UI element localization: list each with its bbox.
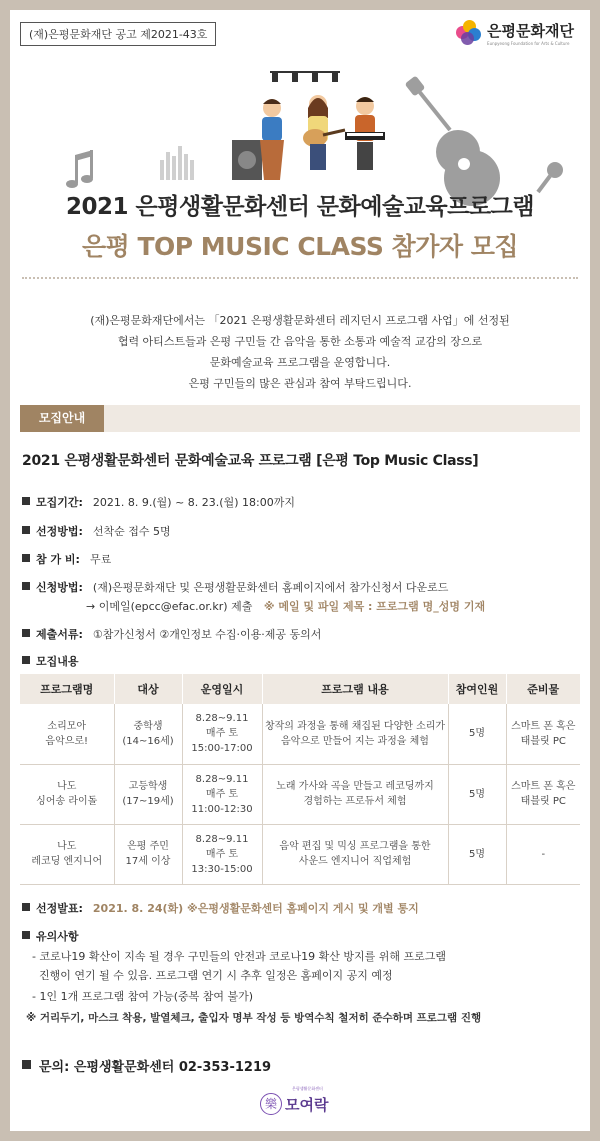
center-logo-text: 모여락 <box>285 1095 329 1114</box>
title-line-1: 2021 은평생활문화센터 문화예술교육프로그램 <box>66 194 534 220</box>
table-header: 준비물 <box>506 674 580 704</box>
info-label: 참 가 비: <box>36 553 80 566</box>
bullet-square-icon <box>22 526 30 534</box>
cell-count: 5명 <box>448 764 506 824</box>
info-period <box>22 494 295 510</box>
bullet-square-icon <box>22 931 30 939</box>
intro-line: 은평 구민들의 많은 관심과 참여 부탁드립니다. <box>188 377 412 390</box>
info-value: 2021. 8. 9.(월) ~ 8. 23.(월) 18:00까지 <box>92 496 295 509</box>
bullet-square-icon <box>22 497 30 505</box>
intro-line: (재)은평문화재단에서는 「2021 은평생활문화센터 레지던시 프로그램 사업」에 선정된 <box>90 314 510 327</box>
caution-line: - 코로나19 확산이 지속 될 경우 구민들의 안전과 코로나19 확산 방지를 위해 프로그램 <box>32 950 446 963</box>
cell-count: 5명 <box>448 824 506 884</box>
foundation-logo <box>456 20 574 46</box>
cell-content: 노래 가사와 곡을 만들고 레코딩까지 경험하는 프로듀서 체험 <box>262 764 448 824</box>
table-header: 프로그램 내용 <box>262 674 448 704</box>
info-content <box>22 653 89 669</box>
announce-label: 선정발표: <box>36 902 83 915</box>
bullet-square-icon <box>22 1060 31 1069</box>
contact-info <box>22 1056 271 1075</box>
contact-text: 문의: 은평생활문화센터 02-353-1219 <box>39 1060 272 1075</box>
cell-program-name: 나도 레코딩 엔지니어 <box>20 824 114 884</box>
info-docs <box>22 626 321 642</box>
info-value: ①참가신청서 ②개인정보 수집·이용·제공 동의서 <box>92 628 322 641</box>
info-fee <box>22 551 111 567</box>
info-label: 모집기간: <box>36 496 83 509</box>
caution-highlight: ※ 거리두기, 마스크 착용, 발열체크, 출입자 명부 작성 등 방역수칙 철저히 준수하며 프로그램 진행 <box>26 1012 482 1024</box>
dotted-divider <box>22 277 578 279</box>
info-label: 모집내용 <box>36 655 79 668</box>
info-label: 선정방법: <box>36 525 83 538</box>
caution-heading <box>22 928 89 944</box>
cell-prep: - <box>506 824 580 884</box>
cell-count: 5명 <box>448 704 506 764</box>
caution-label: 유의사항 <box>36 930 79 943</box>
section-label: 모집안내 <box>20 405 104 432</box>
cell-time: 8.28~9.11 매주 토 15:00-17:00 <box>182 704 262 764</box>
cell-target: 중학생 (14~16세) <box>114 704 182 764</box>
cell-content: 음악 편집 및 믹싱 프로그램을 통한 사운드 엔지니어 직업체험 <box>262 824 448 884</box>
section-header <box>20 405 580 432</box>
info-label: 제출서류: <box>36 628 83 641</box>
table-header: 참여인원 <box>448 674 506 704</box>
cell-program-name: 소리모아 음악으로! <box>20 704 114 764</box>
program-title: 2021 은평생활문화센터 문화예술교육 프로그램 [은평 Top Music Class] <box>22 453 479 469</box>
notice-number: (재)은평문화재단 공고 제2021-43호 <box>20 22 216 46</box>
guitar-icon <box>405 75 500 206</box>
bullet-square-icon <box>22 629 30 637</box>
cell-program-name: 나도 싱어송 라이돌 <box>20 764 114 824</box>
info-label: 신청방법: <box>36 581 83 594</box>
bullet-square-icon <box>22 554 30 562</box>
cell-target: 고등학생 (17~19세) <box>114 764 182 824</box>
logo-subtitle: Eunpyeong Foundation for Arts & Culture <box>487 41 570 46</box>
caution-line: 진행이 연기 될 수 있음. 프로그램 연기 시 추후 일정은 홈페이지 공지 예정 <box>32 969 393 982</box>
bullet-square-icon <box>22 582 30 590</box>
intro-line: 협력 아티스트들과 은평 구민들 간 음악을 통한 소통과 예술적 교감의 장으로 <box>117 335 483 348</box>
music-note-icon <box>66 150 93 188</box>
info-method <box>22 523 171 539</box>
table-row <box>20 764 580 824</box>
cell-time: 8.28~9.11 매주 토 11:00-12:30 <box>182 764 262 824</box>
cell-prep: 스마트 폰 혹은 태블릿 PC <box>506 704 580 764</box>
apply-note: ※ 메일 및 파일 제목 : 프로그램 명_성명 기재 <box>263 600 486 613</box>
bullet-square-icon <box>22 656 30 664</box>
bullet-square-icon <box>22 903 30 911</box>
foundation-logo-icon <box>456 20 482 46</box>
cell-content: 창작의 과정을 통해 채집된 다양한 소리가 음악으로 만들어 지는 과정을 체험 <box>262 704 448 764</box>
center-logo <box>260 1086 329 1115</box>
program-table <box>20 674 580 885</box>
info-apply-email <box>86 598 485 614</box>
center-logo-subtitle: 은평생활문화센터 <box>292 1086 323 1091</box>
title-line-2: 은평 TOP MUSIC CLASS 참가자 모집 <box>81 232 519 261</box>
table-header: 프로그램명 <box>20 674 114 704</box>
music-character-icon: 樂 <box>260 1093 282 1115</box>
cell-time: 8.28~9.11 매주 토 13:30-15:00 <box>182 824 262 884</box>
logo-name: 은평문화재단 <box>487 22 574 40</box>
table-row <box>20 704 580 764</box>
info-value: 선착순 접수 5명 <box>92 525 171 538</box>
announce-value: 2021. 8. 24(화) ※은평생활문화센터 홈페이지 게시 및 개별 통지 <box>92 902 419 915</box>
table-header: 운영일시 <box>182 674 262 704</box>
announce <box>22 900 419 916</box>
caution-line: - 1인 1개 프로그램 참여 가능(중복 참여 불가) <box>32 990 254 1003</box>
cell-prep: 스마트 폰 혹은 태블릿 PC <box>506 764 580 824</box>
table-header: 대상 <box>114 674 182 704</box>
poster <box>10 10 590 1131</box>
table-row <box>20 824 580 884</box>
intro-line: 문화예술교육 프로그램을 운영합니다. <box>209 356 391 369</box>
info-apply <box>22 579 448 595</box>
info-value: → 이메일(epcc@efac.or.kr) 제출 <box>86 600 253 613</box>
info-value: 무료 <box>89 553 112 566</box>
cell-target: 은평 주민 17세 이상 <box>114 824 182 884</box>
table-header-row <box>20 674 580 704</box>
intro-text <box>10 310 590 394</box>
info-value: (재)은평문화재단 및 은평생활문화센터 홈페이지에서 참가신청서 다운로드 <box>92 581 449 594</box>
